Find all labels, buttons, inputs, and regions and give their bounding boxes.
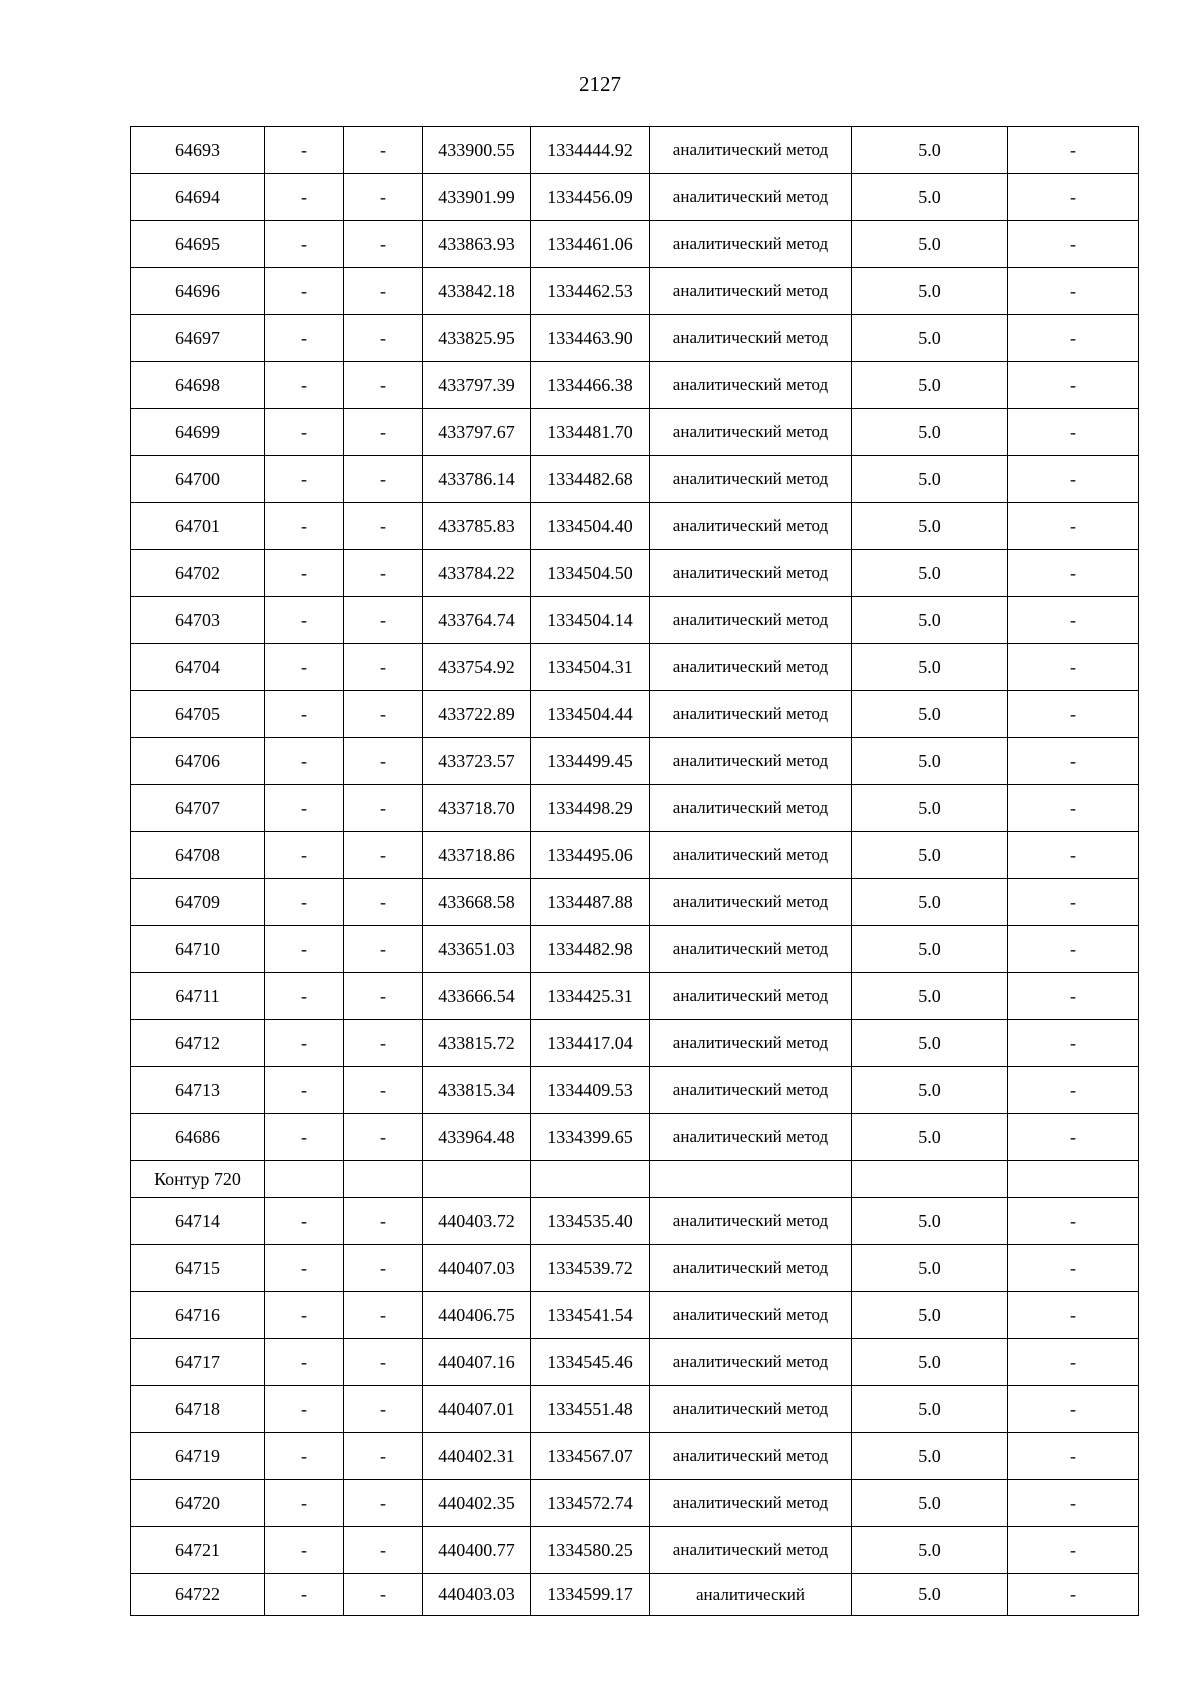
empty-dash-cell: -	[265, 127, 344, 174]
precision-cell: 5.0	[852, 1292, 1008, 1339]
y-coordinate-cell: 1334482.98	[531, 926, 650, 973]
page-number: 2127	[579, 72, 621, 96]
empty-dash-cell: -	[1008, 1527, 1139, 1574]
point-id-cell: 64701	[131, 503, 265, 550]
precision-cell: 5.0	[852, 785, 1008, 832]
precision-cell: 5.0	[852, 503, 1008, 550]
x-coordinate-cell: 433825.95	[423, 315, 531, 362]
point-id-cell: 64711	[131, 973, 265, 1020]
y-coordinate-cell: 1334539.72	[531, 1245, 650, 1292]
x-coordinate-cell: 433723.57	[423, 738, 531, 785]
empty-dash-cell: -	[344, 174, 423, 221]
empty-dash-cell: -	[265, 1198, 344, 1245]
empty-dash-cell: -	[344, 1433, 423, 1480]
point-id-cell: 64700	[131, 456, 265, 503]
empty-dash-cell: -	[1008, 503, 1139, 550]
x-coordinate-cell: 440403.03	[423, 1574, 531, 1616]
empty-dash-cell: -	[265, 597, 344, 644]
empty-dash-cell: -	[1008, 691, 1139, 738]
table-row	[131, 1339, 1139, 1386]
empty-cell	[423, 1161, 531, 1198]
y-coordinate-cell: 1334504.44	[531, 691, 650, 738]
empty-dash-cell: -	[265, 1480, 344, 1527]
y-coordinate-cell: 1334425.31	[531, 973, 650, 1020]
precision-cell: 5.0	[852, 1339, 1008, 1386]
y-coordinate-cell: 1334551.48	[531, 1386, 650, 1433]
empty-dash-cell: -	[265, 644, 344, 691]
empty-dash-cell: -	[265, 550, 344, 597]
point-id-cell: 64716	[131, 1292, 265, 1339]
empty-dash-cell: -	[265, 1433, 344, 1480]
x-coordinate-cell: 440403.72	[423, 1198, 531, 1245]
table-row	[131, 268, 1139, 315]
x-coordinate-cell: 440407.01	[423, 1386, 531, 1433]
x-coordinate-cell: 440406.75	[423, 1292, 531, 1339]
method-cell: аналитический метод	[650, 503, 852, 550]
empty-dash-cell: -	[1008, 1114, 1139, 1161]
point-id-cell: 64702	[131, 550, 265, 597]
empty-dash-cell: -	[344, 268, 423, 315]
empty-dash-cell: -	[344, 973, 423, 1020]
table-row	[131, 362, 1139, 409]
empty-dash-cell: -	[1008, 879, 1139, 926]
precision-cell: 5.0	[852, 1574, 1008, 1616]
empty-cell	[1008, 1161, 1139, 1198]
point-id-cell: 64713	[131, 1067, 265, 1114]
empty-dash-cell: -	[344, 785, 423, 832]
precision-cell: 5.0	[852, 1245, 1008, 1292]
method-cell: аналитический метод	[650, 174, 852, 221]
method-cell: аналитический метод	[650, 456, 852, 503]
precision-cell: 5.0	[852, 1198, 1008, 1245]
point-id-cell: 64715	[131, 1245, 265, 1292]
method-cell: аналитический метод	[650, 315, 852, 362]
table-row	[131, 597, 1139, 644]
empty-dash-cell: -	[344, 1198, 423, 1245]
precision-cell: 5.0	[852, 127, 1008, 174]
method-cell: аналитический метод	[650, 1433, 852, 1480]
y-coordinate-cell: 1334567.07	[531, 1433, 650, 1480]
y-coordinate-cell: 1334399.65	[531, 1114, 650, 1161]
table-row	[131, 1198, 1139, 1245]
point-id-cell: 64714	[131, 1198, 265, 1245]
empty-dash-cell: -	[265, 221, 344, 268]
x-coordinate-cell: 440407.03	[423, 1245, 531, 1292]
empty-dash-cell: -	[344, 691, 423, 738]
section-title: Контур 720	[131, 1161, 265, 1198]
x-coordinate-cell: 433722.89	[423, 691, 531, 738]
y-coordinate-cell: 1334504.31	[531, 644, 650, 691]
table-row	[131, 691, 1139, 738]
precision-cell: 5.0	[852, 362, 1008, 409]
empty-dash-cell: -	[1008, 127, 1139, 174]
empty-dash-cell: -	[265, 1527, 344, 1574]
empty-dash-cell: -	[1008, 926, 1139, 973]
y-coordinate-cell: 1334456.09	[531, 174, 650, 221]
empty-cell	[650, 1161, 852, 1198]
y-coordinate-cell: 1334463.90	[531, 315, 650, 362]
x-coordinate-cell: 433786.14	[423, 456, 531, 503]
x-coordinate-cell: 440400.77	[423, 1527, 531, 1574]
empty-dash-cell: -	[265, 1339, 344, 1386]
table-row	[131, 1020, 1139, 1067]
table-row	[131, 879, 1139, 926]
empty-dash-cell: -	[265, 174, 344, 221]
x-coordinate-cell: 433651.03	[423, 926, 531, 973]
precision-cell: 5.0	[852, 973, 1008, 1020]
method-cell: аналитический метод	[650, 1527, 852, 1574]
x-coordinate-cell: 440402.35	[423, 1480, 531, 1527]
y-coordinate-cell: 1334409.53	[531, 1067, 650, 1114]
x-coordinate-cell: 433964.48	[423, 1114, 531, 1161]
empty-dash-cell: -	[344, 1480, 423, 1527]
method-cell: аналитический метод	[650, 1339, 852, 1386]
method-cell: аналитический метод	[650, 221, 852, 268]
table-row	[131, 1574, 1139, 1616]
empty-cell	[344, 1161, 423, 1198]
method-cell: аналитический метод	[650, 926, 852, 973]
table-row	[131, 221, 1139, 268]
method-cell: аналитический метод	[650, 1067, 852, 1114]
y-coordinate-cell: 1334482.68	[531, 456, 650, 503]
x-coordinate-cell: 440402.31	[423, 1433, 531, 1480]
precision-cell: 5.0	[852, 644, 1008, 691]
empty-dash-cell: -	[265, 1292, 344, 1339]
point-id-cell: 64720	[131, 1480, 265, 1527]
y-coordinate-cell: 1334580.25	[531, 1527, 650, 1574]
x-coordinate-cell: 433842.18	[423, 268, 531, 315]
point-id-cell: 64703	[131, 597, 265, 644]
empty-dash-cell: -	[1008, 785, 1139, 832]
table-row	[131, 1245, 1139, 1292]
table-row	[131, 1480, 1139, 1527]
method-cell: аналитический метод	[650, 409, 852, 456]
empty-dash-cell: -	[344, 221, 423, 268]
empty-dash-cell: -	[1008, 644, 1139, 691]
method-cell: аналитический метод	[650, 832, 852, 879]
empty-dash-cell: -	[1008, 1433, 1139, 1480]
empty-dash-cell: -	[344, 1292, 423, 1339]
empty-dash-cell: -	[1008, 1339, 1139, 1386]
empty-dash-cell: -	[1008, 456, 1139, 503]
method-cell: аналитический метод	[650, 362, 852, 409]
x-coordinate-cell: 433815.34	[423, 1067, 531, 1114]
empty-dash-cell: -	[344, 832, 423, 879]
table-row	[131, 1386, 1139, 1433]
y-coordinate-cell: 1334444.92	[531, 127, 650, 174]
empty-dash-cell: -	[344, 503, 423, 550]
empty-dash-cell: -	[344, 738, 423, 785]
table-row	[131, 550, 1139, 597]
empty-dash-cell: -	[344, 1527, 423, 1574]
empty-dash-cell: -	[265, 456, 344, 503]
precision-cell: 5.0	[852, 1527, 1008, 1574]
empty-dash-cell: -	[1008, 409, 1139, 456]
point-id-cell: 64694	[131, 174, 265, 221]
empty-dash-cell: -	[1008, 221, 1139, 268]
empty-cell	[531, 1161, 650, 1198]
precision-cell: 5.0	[852, 879, 1008, 926]
table-row	[131, 1433, 1139, 1480]
empty-dash-cell: -	[265, 973, 344, 1020]
table-row	[131, 127, 1139, 174]
empty-dash-cell: -	[344, 1114, 423, 1161]
method-cell: аналитический метод	[650, 1020, 852, 1067]
precision-cell: 5.0	[852, 1020, 1008, 1067]
x-coordinate-cell: 433666.54	[423, 973, 531, 1020]
empty-dash-cell: -	[265, 926, 344, 973]
precision-cell: 5.0	[852, 221, 1008, 268]
precision-cell: 5.0	[852, 1067, 1008, 1114]
y-coordinate-cell: 1334462.53	[531, 268, 650, 315]
x-coordinate-cell: 433797.67	[423, 409, 531, 456]
empty-dash-cell: -	[1008, 268, 1139, 315]
y-coordinate-cell: 1334481.70	[531, 409, 650, 456]
table-row	[131, 832, 1139, 879]
y-coordinate-cell: 1334487.88	[531, 879, 650, 926]
method-cell: аналитический метод	[650, 879, 852, 926]
point-id-cell: 64710	[131, 926, 265, 973]
empty-dash-cell: -	[265, 785, 344, 832]
empty-dash-cell: -	[265, 691, 344, 738]
empty-dash-cell: -	[265, 879, 344, 926]
precision-cell: 5.0	[852, 456, 1008, 503]
point-id-cell: 64707	[131, 785, 265, 832]
empty-dash-cell: -	[265, 1386, 344, 1433]
empty-dash-cell: -	[1008, 597, 1139, 644]
precision-cell: 5.0	[852, 174, 1008, 221]
point-id-cell: 64709	[131, 879, 265, 926]
y-coordinate-cell: 1334499.45	[531, 738, 650, 785]
x-coordinate-cell: 433863.93	[423, 221, 531, 268]
section-row	[131, 1161, 1139, 1198]
y-coordinate-cell: 1334417.04	[531, 1020, 650, 1067]
x-coordinate-cell: 433668.58	[423, 879, 531, 926]
method-cell: аналитический метод	[650, 738, 852, 785]
precision-cell: 5.0	[852, 1480, 1008, 1527]
empty-dash-cell: -	[1008, 1020, 1139, 1067]
empty-dash-cell: -	[1008, 174, 1139, 221]
empty-dash-cell: -	[265, 409, 344, 456]
empty-dash-cell: -	[265, 832, 344, 879]
empty-dash-cell: -	[265, 738, 344, 785]
table-row	[131, 973, 1139, 1020]
empty-dash-cell: -	[344, 127, 423, 174]
precision-cell: 5.0	[852, 738, 1008, 785]
empty-dash-cell: -	[344, 926, 423, 973]
method-cell: аналитический метод	[650, 691, 852, 738]
method-cell: аналитический метод	[650, 268, 852, 315]
table-row	[131, 1114, 1139, 1161]
empty-cell	[852, 1161, 1008, 1198]
empty-dash-cell: -	[1008, 832, 1139, 879]
empty-dash-cell: -	[1008, 1292, 1139, 1339]
point-id-cell: 64718	[131, 1386, 265, 1433]
empty-dash-cell: -	[1008, 738, 1139, 785]
empty-dash-cell: -	[1008, 1386, 1139, 1433]
table-row	[131, 456, 1139, 503]
table-row	[131, 409, 1139, 456]
method-cell: аналитический метод	[650, 597, 852, 644]
empty-dash-cell: -	[1008, 1067, 1139, 1114]
point-id-cell: 64696	[131, 268, 265, 315]
empty-dash-cell: -	[1008, 1198, 1139, 1245]
empty-dash-cell: -	[344, 1386, 423, 1433]
empty-dash-cell: -	[1008, 362, 1139, 409]
x-coordinate-cell: 433718.86	[423, 832, 531, 879]
method-cell: аналитический метод	[650, 550, 852, 597]
empty-dash-cell: -	[265, 1114, 344, 1161]
precision-cell: 5.0	[852, 1386, 1008, 1433]
table-row	[131, 738, 1139, 785]
empty-dash-cell: -	[344, 597, 423, 644]
precision-cell: 5.0	[852, 409, 1008, 456]
empty-dash-cell: -	[344, 550, 423, 597]
precision-cell: 5.0	[852, 926, 1008, 973]
x-coordinate-cell: 433718.70	[423, 785, 531, 832]
empty-dash-cell: -	[344, 879, 423, 926]
point-id-cell: 64686	[131, 1114, 265, 1161]
method-cell: аналитический метод	[650, 1386, 852, 1433]
empty-dash-cell: -	[1008, 315, 1139, 362]
point-id-cell: 64698	[131, 362, 265, 409]
y-coordinate-cell: 1334495.06	[531, 832, 650, 879]
table-row	[131, 644, 1139, 691]
precision-cell: 5.0	[852, 268, 1008, 315]
empty-cell	[265, 1161, 344, 1198]
empty-dash-cell: -	[265, 1067, 344, 1114]
empty-dash-cell: -	[265, 315, 344, 362]
x-coordinate-cell: 433784.22	[423, 550, 531, 597]
empty-dash-cell: -	[344, 1574, 423, 1616]
empty-dash-cell: -	[344, 1020, 423, 1067]
empty-dash-cell: -	[265, 268, 344, 315]
point-id-cell: 64708	[131, 832, 265, 879]
method-cell: аналитический метод	[650, 1480, 852, 1527]
point-id-cell: 64717	[131, 1339, 265, 1386]
point-id-cell: 64699	[131, 409, 265, 456]
table-row	[131, 503, 1139, 550]
point-id-cell: 64705	[131, 691, 265, 738]
point-id-cell: 64695	[131, 221, 265, 268]
y-coordinate-cell: 1334498.29	[531, 785, 650, 832]
x-coordinate-cell: 433900.55	[423, 127, 531, 174]
empty-dash-cell: -	[265, 362, 344, 409]
empty-dash-cell: -	[1008, 1245, 1139, 1292]
point-id-cell: 64704	[131, 644, 265, 691]
x-coordinate-cell: 433797.39	[423, 362, 531, 409]
empty-dash-cell: -	[344, 456, 423, 503]
empty-dash-cell: -	[344, 1067, 423, 1114]
table-row	[131, 785, 1139, 832]
y-coordinate-cell: 1334599.17	[531, 1574, 650, 1616]
method-cell: аналитический метод	[650, 1114, 852, 1161]
y-coordinate-cell: 1334545.46	[531, 1339, 650, 1386]
x-coordinate-cell: 433901.99	[423, 174, 531, 221]
method-cell: аналитический метод	[650, 644, 852, 691]
point-id-cell: 64706	[131, 738, 265, 785]
precision-cell: 5.0	[852, 1114, 1008, 1161]
empty-dash-cell: -	[1008, 1574, 1139, 1616]
precision-cell: 5.0	[852, 691, 1008, 738]
empty-dash-cell: -	[265, 1574, 344, 1616]
point-id-cell: 64693	[131, 127, 265, 174]
empty-dash-cell: -	[265, 1020, 344, 1067]
x-coordinate-cell: 433764.74	[423, 597, 531, 644]
empty-dash-cell: -	[1008, 1480, 1139, 1527]
y-coordinate-cell: 1334541.54	[531, 1292, 650, 1339]
method-cell: аналитический метод	[650, 127, 852, 174]
point-id-cell: 64712	[131, 1020, 265, 1067]
empty-dash-cell: -	[265, 1245, 344, 1292]
y-coordinate-cell: 1334466.38	[531, 362, 650, 409]
empty-dash-cell: -	[1008, 973, 1139, 1020]
empty-dash-cell: -	[265, 503, 344, 550]
x-coordinate-cell: 433785.83	[423, 503, 531, 550]
point-id-cell: 64697	[131, 315, 265, 362]
x-coordinate-cell: 433754.92	[423, 644, 531, 691]
table-row	[131, 926, 1139, 973]
empty-dash-cell: -	[344, 409, 423, 456]
table-row	[131, 1067, 1139, 1114]
method-cell: аналитический метод	[650, 973, 852, 1020]
empty-dash-cell: -	[344, 644, 423, 691]
y-coordinate-cell: 1334504.14	[531, 597, 650, 644]
y-coordinate-cell: 1334572.74	[531, 1480, 650, 1527]
precision-cell: 5.0	[852, 315, 1008, 362]
empty-dash-cell: -	[344, 362, 423, 409]
point-id-cell: 64721	[131, 1527, 265, 1574]
method-cell: аналитический метод	[650, 785, 852, 832]
y-coordinate-cell: 1334535.40	[531, 1198, 650, 1245]
point-id-cell: 64719	[131, 1433, 265, 1480]
x-coordinate-cell: 440407.16	[423, 1339, 531, 1386]
table-row	[131, 315, 1139, 362]
method-cell: аналитический метод	[650, 1245, 852, 1292]
method-cell: аналитический	[650, 1574, 852, 1616]
point-id-cell: 64722	[131, 1574, 265, 1616]
table-row	[131, 1292, 1139, 1339]
precision-cell: 5.0	[852, 1433, 1008, 1480]
method-cell: аналитический метод	[650, 1292, 852, 1339]
precision-cell: 5.0	[852, 832, 1008, 879]
method-cell: аналитический метод	[650, 1198, 852, 1245]
x-coordinate-cell: 433815.72	[423, 1020, 531, 1067]
empty-dash-cell: -	[344, 315, 423, 362]
table-row	[131, 1527, 1139, 1574]
y-coordinate-cell: 1334504.50	[531, 550, 650, 597]
empty-dash-cell: -	[344, 1245, 423, 1292]
empty-dash-cell: -	[1008, 550, 1139, 597]
precision-cell: 5.0	[852, 597, 1008, 644]
empty-dash-cell: -	[344, 1339, 423, 1386]
y-coordinate-cell: 1334461.06	[531, 221, 650, 268]
coordinates-table	[130, 126, 1139, 1616]
precision-cell: 5.0	[852, 550, 1008, 597]
y-coordinate-cell: 1334504.40	[531, 503, 650, 550]
table-row	[131, 174, 1139, 221]
